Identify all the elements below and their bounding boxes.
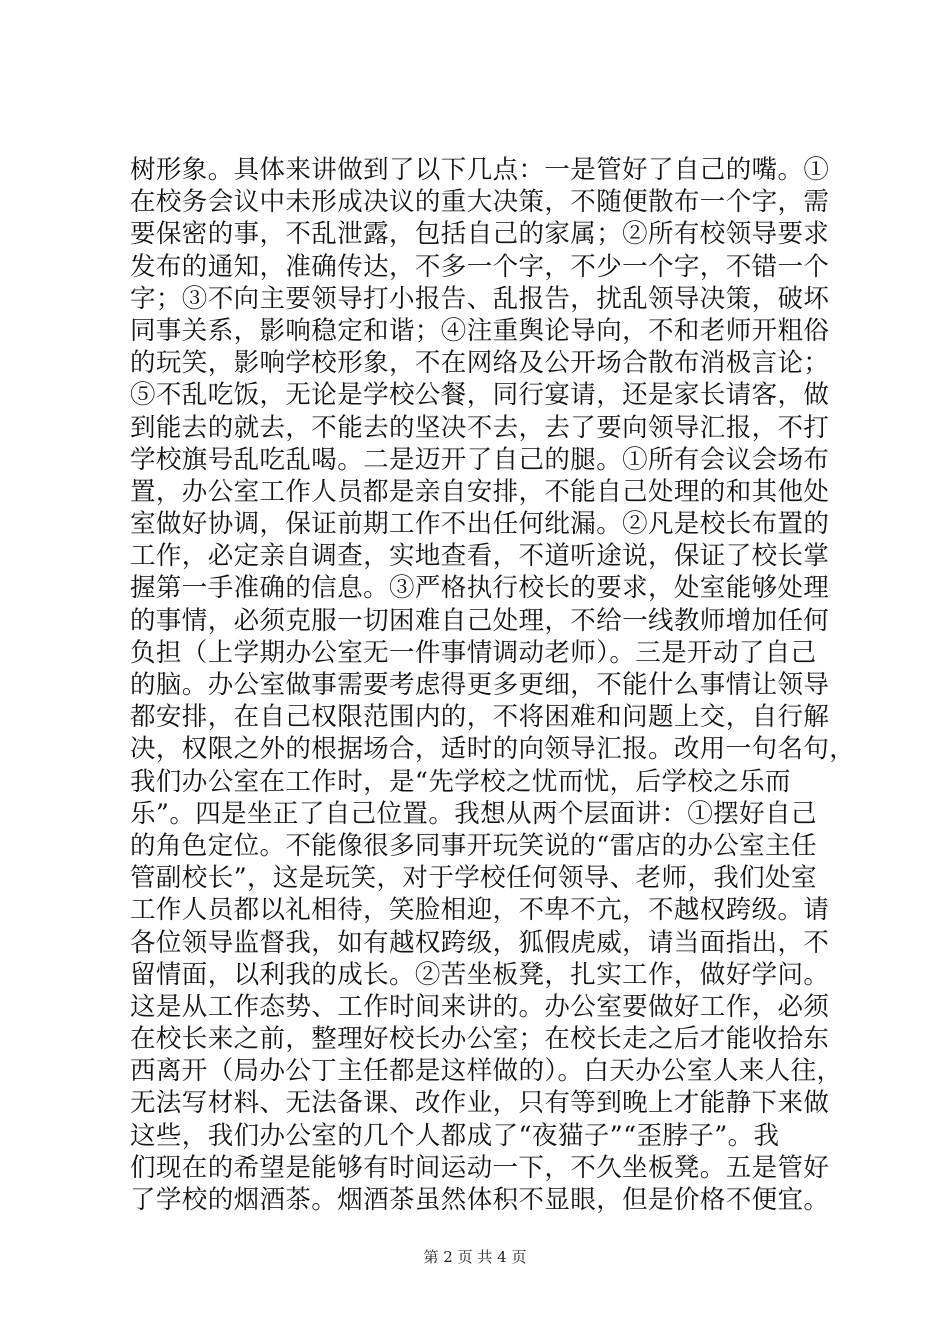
- text-line: 置，办公室工作人员都是亲自安排，不能自己处理的和其他处: [130, 476, 830, 507]
- text-line: 的脑。办公室做事需要考虑得更多更细，不能什么事情让领导: [130, 670, 830, 700]
- text-line: 字；③不向主要领导打小报告、乱报告，扰乱领导决策，破坏: [130, 283, 830, 314]
- text-line: 同事关系，影响稳定和谐；④注重舆论导向，不和老师开粗俗: [130, 315, 830, 346]
- text-line: 西离开（局办公丁主任都是这样做的）。白天办公室人来人往，: [130, 1056, 843, 1087]
- text-line: 的角色定位。不能像很多同事开玩笑说的“雷店的办公室主任: [130, 830, 817, 861]
- body-text: [130, 154, 856, 1216]
- text-line: 这是从工作态势、工作时间来讲的。办公室要做好工作，必须: [130, 991, 830, 1022]
- text-line: 们现在的希望是能够有时间运动一下，不久坐板凳。五是管好: [130, 1152, 830, 1183]
- page-number-footer: 第 2 页 共 4 页: [423, 1248, 527, 1266]
- text-line: 学校旗号乱吃乱喝。二是迈开了自己的腿。①所有会议会场布: [130, 444, 830, 475]
- text-line: 要保密的事，不乱泄露，包括自己的家属；②所有校领导要求: [130, 219, 830, 250]
- text-line: 到能去的就去，不能去的坚决不去，去了要向领导汇报，不打: [130, 412, 830, 443]
- text-line: 留情面，以利我的成长。②苦坐板凳，扎实工作，做好学问。: [130, 959, 830, 990]
- text-line: 在校务会议中未形成决议的重大决策，不随便散布一个字，需: [130, 187, 830, 218]
- text-line: 我们办公室在工作时，是“先学校之忧而忧，后学校之乐而: [130, 766, 791, 797]
- text-line: 在校长来之前，整理好校长办公室；在校长走之后才能收拾东: [130, 1024, 830, 1055]
- text-line: 负担（上学期办公室无一件事情调动老师）。三是开动了自己: [130, 637, 817, 668]
- text-line: 握第一手准确的信息。③严格执行校长的要求，处室能够处理: [130, 573, 830, 604]
- text-line: 室做好协调，保证前期工作不出任何纰漏。②凡是校长布置的: [130, 509, 830, 540]
- text-line: ⑤不乱吃饭，无论是学校公餐，同行宴请，还是家长请客，做: [130, 380, 830, 411]
- text-line: 管副校长”，这是玩笑，对于学校任何领导、老师，我们处室: [130, 863, 817, 894]
- text-line: 了学校的烟酒茶。烟酒茶虽然体积不显眼，但是价格不便宜。: [130, 1185, 830, 1215]
- text-line: 这些，我们办公室的几个人都成了“夜猫子”“歪脖子”。我: [130, 1120, 780, 1151]
- text-line: 无法写材料、无法备课、改作业，只有等到晚上才能静下来做: [130, 1088, 830, 1119]
- text-line: 乐”。四是坐正了自己位置。我想从两个层面讲：①摆好自己: [130, 798, 817, 829]
- text-line: 的事情，必须克服一切困难自己处理，不给一线教师增加任何: [130, 605, 830, 636]
- text-line: 都安排，在自己权限范围内的，不将困难和问题上交，自行解: [130, 702, 830, 733]
- text-line: 工作，必定亲自调查，实地查看，不道听途说，保证了校长掌: [130, 541, 830, 572]
- text-line: 发布的通知，准确传达，不多一个字，不少一个字，不错一个: [130, 251, 830, 282]
- text-line: 树形象。具体来讲做到了以下几点：一是管好了自己的嘴。①: [130, 155, 830, 185]
- text-line: 各位领导监督我，如有越权跨级，狐假虎威，请当面指出，不: [130, 927, 830, 958]
- text-line: 工作人员都以礼相待，笑脸相迎，不卑不亢，不越权跨级。请: [130, 895, 830, 926]
- text-line: 决，权限之外的根据场合，适时的向领导汇报。改用一句名句，: [130, 734, 856, 765]
- text-line: 的玩笑，影响学校形象，不在网络及公开场合散布消极言论；: [130, 348, 830, 379]
